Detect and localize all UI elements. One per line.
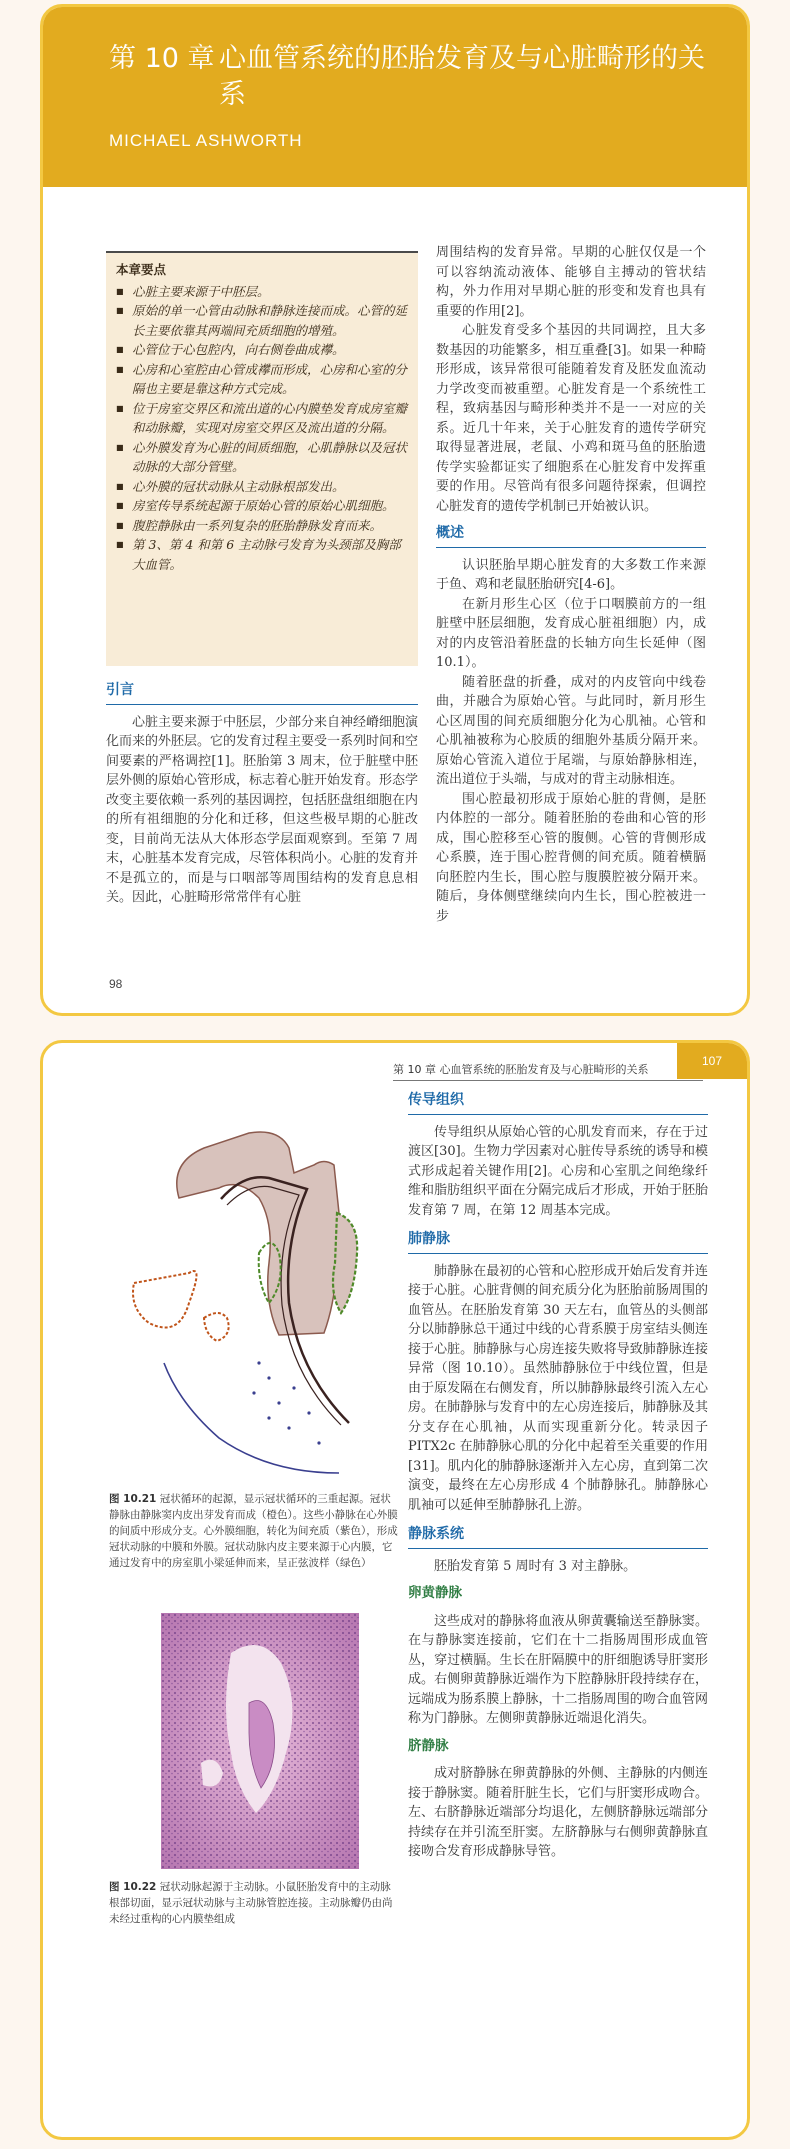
chapter-number: 第 10 章: [109, 43, 215, 74]
body-paragraph: 围心腔最初形成于原始心脏的背侧，是胚内体腔的一部分。随着胚胎的卷曲和心管的形成，围心腔移至心管的腹侧。心管的背侧形成心系膜，连于围心腔背侧的间充质。随着横膈向胚腔内生长，围心腔与腹膜腔被分隔开来。随后，身体侧壁继续向内生长，围心腔被进一步: [436, 791, 706, 924]
chapter-author: MICHAEL ASHWORTH: [109, 131, 303, 150]
figure-label: 图 10.22: [109, 1881, 157, 1893]
coronary-vein-branch: [204, 1313, 229, 1341]
figure-label: 图 10.21: [109, 1493, 157, 1505]
running-head: 第 10 章 心血管系统的胚胎发育及与心脏畸形的关系: [393, 1061, 703, 1081]
page-number: 98: [109, 977, 123, 991]
right-column: [436, 243, 706, 926]
subsection-heading-umbilical-veins: 脐静脉: [408, 1737, 449, 1754]
right-column: [408, 1087, 708, 1862]
left-column: [106, 677, 418, 908]
figure-10-21-coronary-circulation-diagram: [109, 1103, 409, 1483]
epicardial-mesenchyme-dots: [252, 1361, 320, 1444]
body-paragraph: 成对脐静脉在卵黄静脉的外侧、主静脉的内侧连接于静脉窦。随着肝脏生长，它们与肝窦形成吻合。左、右脐静脉近端部分均退化，左侧脐静脉远端部分持续存在并引流至肝窦。左脐静脉与右侧卵黄静脉直接吻合发育形成静脉导管。: [408, 1766, 708, 1859]
coronary-vein-outline: [133, 1271, 197, 1328]
chapter-title-text: 心血管系统的胚胎发育及与心脏畸形的关系: [219, 43, 705, 110]
chapter-header: [43, 7, 747, 187]
body-paragraph: 肺静脉在最初的心管和心腔形成开始后发育并连接于心脏。心脏背侧的间充质分化为胚胎前肠周围的血管丛。在胚胎发育第 30 天左右，血管丛的头侧部分以肺静脉总干通过中线的心背系膜于房室结头侧连接于心脏。肺静脉与心房连接失败将导致肺静脉连接异常（图 10.10）。虽然肺静脉位于中线位置，但是由于原发隔在右侧发育，所以肺静脉最终引流入左心房。在肺静脉与发育中的左心房连接后，肺静脉及其分支存在心肌袖，从而实现重新分化。转录因子 PITX2c 在肺静脉心肌的分化中起着至关重要的作用[31]。肌内化的肺静脉逐渐并入左心房，直到第二次演变，最终在左心房形成 4 个肺静脉孔。肺静脉心肌袖可以延伸至肺静脉孔上游。: [408, 1263, 708, 1513]
aorta-wall-shape: [177, 1132, 339, 1335]
figure-10-22-caption: [109, 1879, 401, 1927]
key-point-item: ■ 心脏主要来源于中胚层。: [116, 282, 408, 302]
body-paragraph: 随着胚盘的折叠，成对的内皮管向中线卷曲，并融合为原始心管。与此同时，新月形生心区周围的间充质细胞分化为心肌袖。心管和心肌袖被称为心胶质的细胞外基质分隔开来。原始心管流入道位于尾端，与原始静脉相连，流出道位于头端，与成对的背主动脉相连。: [436, 674, 706, 787]
section-heading-venous-system: 静脉系统: [408, 1525, 708, 1549]
body-paragraph: 心脏发育受多个基因的共同调控，且大多数基因的功能繁多，相互重叠[3]。如果一种畸形形成，该异常很可能随着发育及胚发血流动力学改变而被重塑。心脏发育是一个系统性工程，致病基因与畸形种类并不是一一对应的关系。近几十年来，关于心脏发育的遗传学研究取得显著进展，老鼠、小鸡和斑马鱼的胚胎遗传学实验都证实了细胞系在心脏发育中发挥重要的作用。尽管尚有很多问题待探索，但调控心脏发育的遗传学机制已开始被认识。: [436, 323, 706, 514]
coronary-artery-endothelium-outline: [333, 1213, 357, 1313]
key-point-item: ■ 原始的单一心管由动脉和静脉连接而成。心管的延长主要依靠其两端间充质细胞的增殖。: [116, 301, 408, 340]
page-number-tab: 107: [677, 1043, 747, 1079]
key-point-item: ■ 位于房室交界区和流出道的心内膜垫发育成房室瓣和动脉瓣，实现对房室交界区及流出道的分隔。: [116, 399, 408, 438]
key-point-item: ■ 腹腔静脉由一系列复杂的胚胎静脉发育而来。: [116, 516, 408, 536]
key-point-item: ■ 心房和心室腔由心管成襻而形成，心房和心室的分隔也主要是靠这种方式完成。: [116, 360, 408, 399]
body-paragraph: 周围结构的发育异常。早期的心脏仅仅是一个可以容纳流动液体、能够自主搏动的管状结构，外力作用对早期心脏的形变和发育也具有重要的作用[2]。: [436, 245, 706, 319]
figure-10-22-histology-micrograph: [161, 1613, 359, 1869]
key-point-item: ■ 心外膜的冠状动脉从主动脉根部发出。: [116, 477, 408, 497]
page-98: [40, 4, 750, 1016]
body-paragraph: 认识胚胎早期心脏发育的大多数工作来源于鱼、鸡和老鼠胚胎研究[4-6]。: [436, 557, 706, 592]
key-points-box: [106, 251, 418, 666]
chapter-title: [109, 41, 709, 113]
intro-paragraph: 心脏主要来源于中胚层，少部分来自神经嵴细胞演化而来的外胚层。它的发育过程主要受一系列时间和空间要素的严格调控[1]。胚胎第 3 周末，位于脏壁中胚层外侧的原始心管形成，标志着心脏开始发育。形态学改变主要依赖一系列的基因调控，包括胚盘组细胞在内的所有祖细胞的分化和迁移，但这些极早期的心脏改变，目前尚无法从大体形态学层面观察到。至第 7 周末，心脏基本发育完成，尽管体积尚小。心脏的发育并不是孤立的，而是与口咽部等周围结构的发育息息相关。因此，心脏畸形常常伴有心脏: [106, 714, 419, 905]
section-heading-introduction: 引言: [106, 681, 418, 705]
epicardium-line: [164, 1363, 339, 1473]
figure-10-21-caption: [109, 1491, 401, 1571]
section-heading-overview: 概述: [436, 524, 706, 548]
key-point-item: ■ 第 3、第 4 和第 6 主动脉弓发育为头颈部及胸部大血管。: [116, 535, 408, 574]
caption-text: 冠状动脉起源于主动脉。小鼠胚胎发育中的主动脉根部切面，显示冠状动脉与主动脉管腔连接。主动脉瓣仍由尚未经过重构的心内膜垫组成: [109, 1881, 393, 1925]
page-107: [40, 1040, 750, 2140]
caption-text: 冠状循环的起源，显示冠状循环的三重起源。冠状静脉由静脉窦内皮出芽发育而成（橙色）。这些小静脉在心外膜的间质中形成分支。心外膜细胞，转化为间充质（紫色），形成冠状动脉的中膜和外膜。冠状动脉内皮主要来源于心内膜，它通过发育中的房室肌小梁延伸而来，呈正弦波样（绿色）: [109, 1493, 398, 1569]
body-paragraph: 在新月形生心区（位于口咽膜前方的一组脏壁中胚层细胞，发育成心脏祖细胞）内，成对的内皮管沿着胚盘的长轴方向生长延伸（图 10.1）。: [436, 596, 706, 670]
subsection-heading-vitelline-veins: 卵黄静脉: [408, 1585, 462, 1601]
body-paragraph: 这些成对的静脉将血液从卵黄囊输送至静脉窦。在与静脉窦连接前，它们在十二指肠周围形成血管丛，穿过横膈。生长在肝隔膜中的肝细胞诱导肝窦形成。右侧卵黄静脉近端作为下腔静脉肝段持续存在，远端成为肠系膜上静脉，十二指肠周围的吻合血管网称为门静脉。左侧卵黄静脉近端退化消失。: [408, 1613, 708, 1726]
key-points-heading: 本章要点: [116, 262, 167, 277]
section-heading-conduction: 传导组织: [408, 1091, 708, 1115]
key-point-item: ■ 房室传导系统起源于原始心管的原始心肌细胞。: [116, 496, 408, 516]
body-paragraph: 胚胎发育第 5 周时有 3 对主静脉。: [434, 1558, 637, 1574]
key-point-item: ■ 心外膜发育为心脏的间质细胞，心肌静脉以及冠状动脉的大部分管壁。: [116, 438, 408, 477]
key-point-item: ■ 心管位于心包腔内，向右侧卷曲成襻。: [116, 340, 408, 360]
section-heading-pulmonary-veins: 肺静脉: [408, 1230, 708, 1254]
body-paragraph: 传导组织从原始心管的心肌发育而来，存在于过渡区[30]。生物力学因素对心脏传导系统的诱导和模式形成起着关键作用[2]。心房和心室肌之间绝缘纤维和脂肪组织平面在分隔完成后才形成，开始于胚胎发育第 7 周，在第 12 周基本完成。: [408, 1124, 708, 1218]
